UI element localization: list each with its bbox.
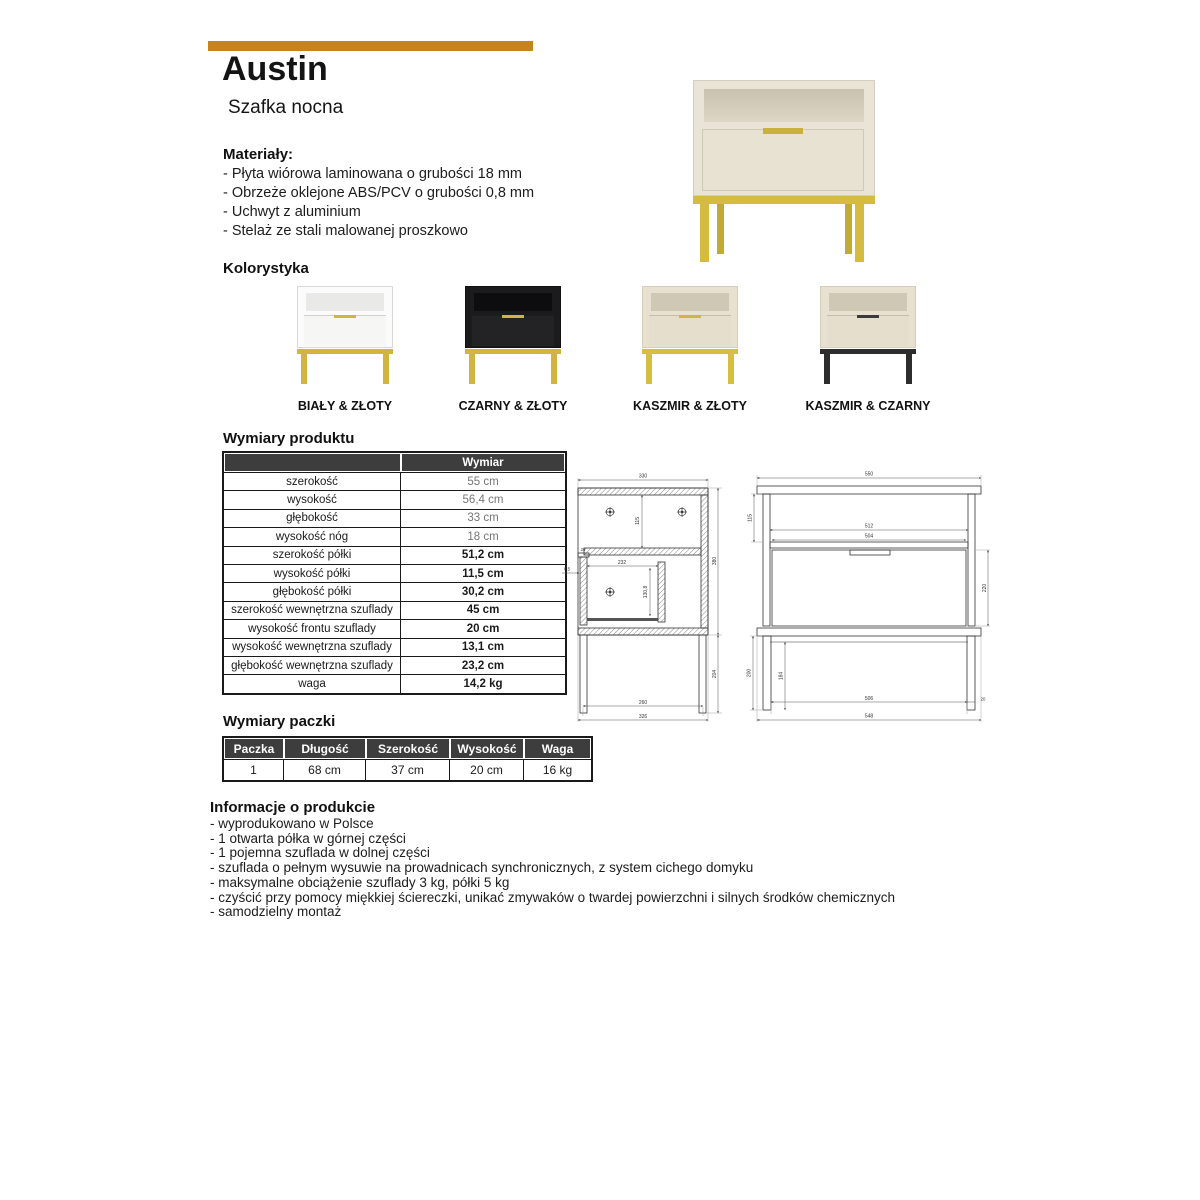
table-header-row — [224, 453, 565, 472]
table-row — [224, 638, 565, 656]
variant-label: KASZMIR & CZARNY — [805, 399, 931, 413]
variant-handle — [857, 315, 879, 318]
header-cell: Szerokość — [366, 738, 450, 759]
table-row — [224, 527, 565, 545]
info-item: - szuflada o pełnym wysuwie na prowadnicach synchronicznych, z system cichego domyku — [210, 860, 754, 876]
table-row — [224, 674, 565, 692]
spec-value: 23,2 cm — [401, 656, 565, 674]
variant-frame — [465, 349, 561, 354]
spec-value: 55 cm — [401, 472, 565, 490]
product-info-heading: Informacje o produkcie — [210, 799, 376, 816]
page-title: Austin — [222, 50, 328, 88]
dim-label: 330 — [638, 473, 648, 480]
spec-value: 13,1 cm — [401, 638, 565, 656]
dim-label: 20 — [980, 696, 986, 702]
variant-leg — [301, 354, 307, 384]
table-row — [224, 619, 565, 637]
variant-shelf — [306, 293, 384, 311]
dim-label: 504 — [864, 533, 874, 540]
dim-label: 200 — [746, 668, 753, 678]
dim-label: 550 — [864, 471, 874, 478]
variant-drawer — [827, 315, 909, 346]
header-cell: Paczka — [224, 738, 284, 759]
variant-bialy-zloty — [265, 286, 425, 413]
product-dimensions-table — [222, 451, 567, 695]
dim-label: 548 — [864, 713, 874, 720]
spec-value: 18 cm — [401, 527, 565, 545]
dim-label: 326 — [638, 714, 648, 720]
spec-label: wysokość frontu szuflady — [224, 619, 401, 637]
variant-handle — [679, 315, 701, 318]
variant-leg — [469, 354, 475, 384]
metal-frame — [693, 196, 875, 204]
spec-value: 14,2 kg — [401, 674, 565, 692]
spec-value: 20 cm — [401, 619, 565, 637]
variant-handle — [334, 315, 356, 318]
product-body — [693, 80, 875, 196]
variant-drawer — [649, 315, 731, 346]
variant-leg — [646, 354, 652, 384]
front-view-drawing — [745, 458, 997, 730]
table-row — [224, 601, 565, 619]
spec-label: wysokość wewnętrzna szuflady — [224, 638, 401, 656]
spec-label: głębokość półki — [224, 582, 401, 600]
package-dimensions-table — [222, 736, 593, 782]
materials-item: - Płyta wiórowa laminowana o grubości 18 mm — [223, 166, 522, 182]
variant-body — [820, 286, 916, 348]
package-cell: 68 cm — [284, 759, 366, 780]
variant-leg — [551, 354, 557, 384]
package-dimensions-heading: Wymiary paczki — [223, 713, 336, 730]
variant-shelf — [651, 293, 729, 311]
info-item: - samodzielny montaż — [210, 904, 342, 920]
dim-label: 184 — [778, 671, 785, 681]
table-row — [224, 759, 591, 780]
spec-label: szerokość półki — [224, 546, 401, 564]
variant-kaszmir-czarny — [788, 286, 948, 413]
variant-handle — [502, 315, 524, 318]
materials-item: - Uchwyt z aluminium — [223, 204, 361, 220]
spec-value: 30,2 cm — [401, 582, 565, 600]
spec-label: szerokość wewnętrzna szuflady — [224, 601, 401, 619]
spec-value: 45 cm — [401, 601, 565, 619]
front-leg — [700, 204, 709, 262]
dim-label: 506 — [864, 696, 874, 702]
front-leg — [855, 204, 864, 262]
value-header-cell: Wymiar — [401, 453, 565, 472]
package-cell: 16 kg — [524, 759, 591, 780]
dim-label: 26 — [580, 547, 586, 552]
spec-label: głębokość — [224, 509, 401, 527]
table-row — [224, 656, 565, 674]
back-leg — [717, 204, 724, 254]
back-leg — [845, 204, 852, 254]
header-cell: Długość — [284, 738, 366, 759]
variant-label: KASZMIR & ZŁOTY — [633, 399, 747, 413]
header-cell: Waga — [524, 738, 591, 759]
variant-kaszmir-zloty — [610, 286, 770, 413]
dim-label: 115 — [635, 517, 641, 525]
variant-drawer — [304, 315, 386, 346]
table-row — [224, 509, 565, 527]
drawer-handle — [763, 128, 803, 134]
variant-frame — [642, 349, 738, 354]
variant-leg — [906, 354, 912, 384]
spec-label: szerokość — [224, 472, 401, 490]
info-item: - 1 pojemna szuflada w dolnej części — [210, 845, 430, 861]
dim-label: 130,8 — [643, 585, 649, 599]
drawer-front — [702, 129, 864, 191]
dim-label: 115 — [747, 514, 754, 522]
product-dimensions-heading: Wymiary produktu — [223, 430, 355, 447]
package-cell: 20 cm — [450, 759, 524, 780]
variant-shelf — [829, 293, 907, 311]
table-row — [224, 472, 565, 490]
dim-label: 204 — [712, 669, 718, 679]
table-row — [224, 490, 565, 508]
materials-heading: Materiały: — [223, 146, 294, 163]
variant-body — [465, 286, 561, 348]
product-info-list — [210, 817, 895, 920]
info-item: - wyprodukowano w Polsce — [210, 816, 374, 831]
spec-label: wysokość półki — [224, 564, 401, 582]
table-row — [224, 546, 565, 564]
materials-item: - Stelaż ze stali malowanej proszkowo — [223, 223, 468, 239]
variant-label: BIAŁY & ZŁOTY — [297, 399, 393, 413]
variant-czarny-zloty — [433, 286, 593, 413]
variant-leg — [824, 354, 830, 384]
spec-label: głębokość wewnętrzna szuflady — [224, 656, 401, 674]
table-row — [224, 582, 565, 600]
variant-image — [816, 286, 920, 386]
variant-leg — [728, 354, 734, 384]
spec-value: 51,2 cm — [401, 546, 565, 564]
package-cell: 37 cm — [366, 759, 450, 780]
dim-label: 8,5 — [564, 566, 570, 572]
dim-label: 220 — [982, 583, 988, 593]
variant-shelf — [474, 293, 552, 311]
variant-body — [642, 286, 738, 348]
info-item: - czyścić przy pomocy miękkiej ściereczki, unikać zmywaków o twardej powierzchni i silnych środków chemicznych — [210, 889, 895, 905]
dim-label: 232 — [617, 560, 627, 566]
spec-label: wysokość — [224, 490, 401, 508]
open-shelf — [704, 89, 864, 122]
spec-label: wysokość nóg — [224, 527, 401, 545]
header-cell: Wysokość — [450, 738, 524, 759]
variant-frame — [297, 349, 393, 354]
variant-image — [638, 286, 742, 386]
dim-label: 512 — [864, 523, 874, 530]
materials-item: - Obrzeże oklejone ABS/PCV o grubości 0,8 mm — [223, 185, 535, 201]
variant-image — [293, 286, 397, 386]
variant-body — [297, 286, 393, 348]
dim-label: 260 — [638, 700, 648, 706]
page-subtitle: Szafka nocna — [228, 97, 344, 118]
variant-drawer — [472, 315, 554, 346]
spec-label: waga — [224, 674, 401, 692]
variant-image — [461, 286, 565, 386]
variant-frame — [820, 349, 916, 354]
empty-header-cell — [224, 453, 401, 472]
variant-leg — [383, 354, 389, 384]
colors-heading: Kolorystyka — [223, 260, 309, 277]
spec-value: 11,5 cm — [401, 564, 565, 582]
package-cell: 1 — [224, 759, 284, 780]
spec-value: 56,4 cm — [401, 490, 565, 508]
side-view-drawing — [560, 460, 755, 730]
table-row — [224, 564, 565, 582]
info-item: - maksymalne obciążenie szuflady 3 kg, półki 5 kg — [210, 874, 510, 890]
variant-label: CZARNY & ZŁOTY — [458, 399, 568, 413]
spec-value: 33 cm — [401, 509, 565, 527]
dim-label: 380 — [712, 556, 718, 566]
materials-list — [223, 165, 534, 241]
table-header-row — [224, 738, 591, 759]
info-item: - 1 otwarta półka w górnej części — [210, 830, 406, 846]
product-photo — [688, 60, 883, 260]
